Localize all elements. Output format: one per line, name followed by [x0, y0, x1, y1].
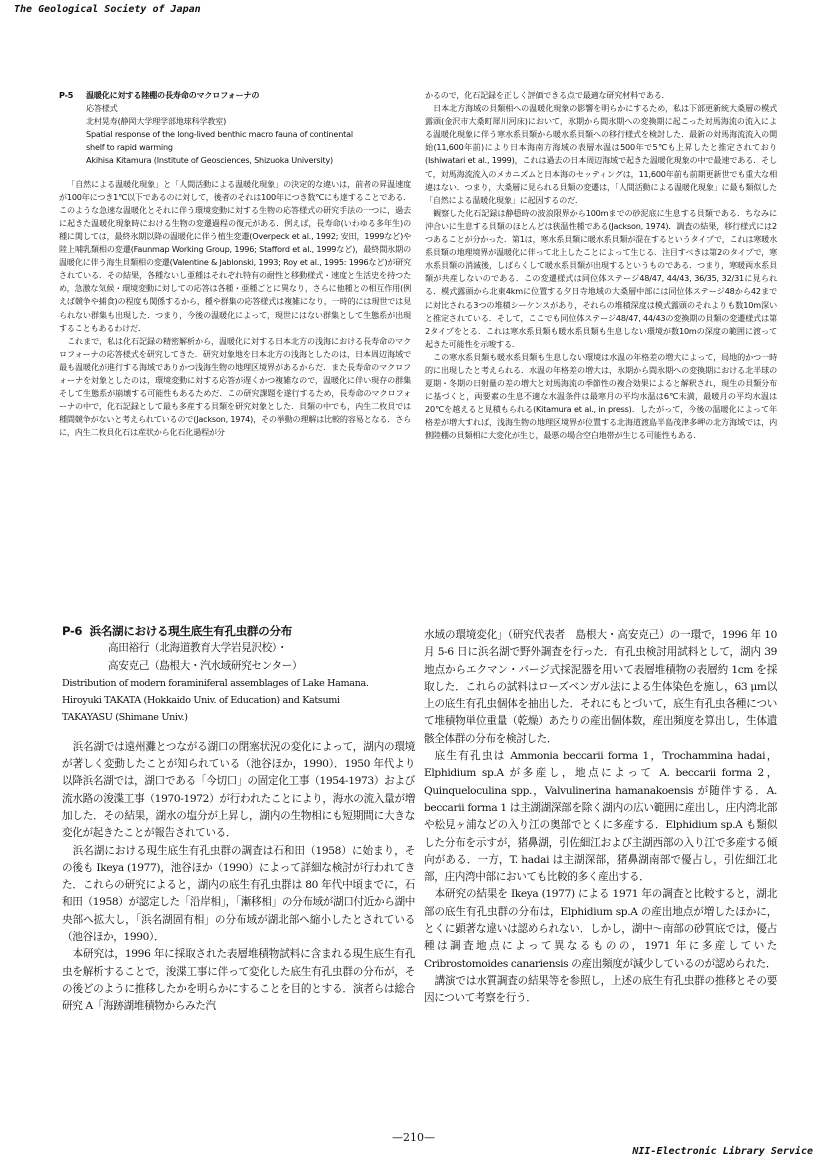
p5-paragraph: 日本北方海域の貝類相への温暖化現象の影響を明らかにするため，私は下部更新統大桑層の模式露頭(金沢市大桑町犀川河床)において，氷期から間氷期への変換期に起こった対馬海流の流入による温暖化現象に伴う寒水系貝類から暖水系貝類への移行様式を検討した．最新の対馬海流流入の開始(11,600年前)により日本海南方海域の表層水温は500年で5℃も上昇したと推定されており(Ishiwatari et al., 1999)，これは過去の日本周辺海域で起きた温暖化現象の中で最速である．そして，対馬海流流入のメカニズムと日本海のセッティングは，11,600年前も前期更新世でも重大な相違はない．つまり，大桑層に見られる貝類の変遷は，「人間活動による温暖化現象」に最も類似した「自然による温暖化現象」に起因するのだ． [425, 103, 777, 205]
p6-paragraph: 講演では水質調査の結果等を参照し，上述の底生有孔虫群の推移とその要因について考察を行う． [424, 974, 777, 1005]
p5-author-en: Akihisa Kitamura (Institute of Geosciences, Shizuoka University) [86, 155, 334, 166]
p5-title-en-line1: Spatial response of the long-lived benthic macro fauna of continental [86, 129, 353, 140]
p6-paragraph: 底生有孔虫は Ammonia beccarii forma 1，Trochammina hadai，Elphidium sp.A が多産し，地点によって A. beccarii forma 2，Quinqueloculina spp.，Valvulinerina hamanakoensis が随伴する．A. beccarii forma 1 は主湖湖深部を除く湖内の広い範囲に産出し，庄内湾北部や松見ヶ浦などの入り江の奥部でとくに多産する．Elphidium sp.A も類似した分布を示すが，猪鼻湖，引佐細江および主湖西部の入り江で多産する傾向がある．一方，T. hadai は主湖深部，猪鼻湖南部で優占し，引佐細江北部，庄内湾中部においても比較的多く産出する． [424, 750, 777, 884]
p6-paragraph: 本研究の結果を Ikeya (1977) による 1971 年の調査と比較すると，湖北部の底生有孔虫群の分布は，Elphidium sp.A の産出地点が増したほかに，とくに顕著な違いは認められない．しかし，湖中～南部の砂質底では，優占種は調査地点によって異なるものの，1971 年に多産していた Cribrostomoides canariensis の産出頻度が減少しているのが認められた． [424, 888, 777, 970]
p5-title-line2: 応答様式 [86, 103, 118, 114]
p6-number: P-6 [62, 624, 83, 638]
p5-title-en-line2: shelf to rapid warming [86, 142, 173, 153]
p5-paragraph: これまで，私は化石記録の精密解析から，温暖化に対する日本北方の浅海における長寿命のマクロフォーナの応答様式を研究してきた．研究対象地を日本北方の浅海としたのは，日本周辺海域で最も温暖化が進行する海域でありかつ浅海生物の地理区境界があるからだ．また長寿命のマクロフォーナを対象としたのは，環境変動に対する応答が遅くかつ複雑なので，温暖化に伴い現存の群集そして生態系が崩壊する可能性もあるためだ．この研究課題を遂行するため，長寿命のマクロフォーナの中で，化石記録として最も多産する貝類を研究対象とした．貝類の中でも，内生二枚貝では種間競争がないと考えられているので(Jackson, 1974)，その挙動の理解は比較的容易となる．さらに，内生二枚貝化石は産状から化石化過程が分 [59, 335, 411, 438]
p6-right-column [424, 627, 777, 1103]
p6-paragraph: 本研究は，1996 年に採取された表層堆積物試料に含まれる現生底生有孔虫を解析することで，浚渫工事に伴って変化した底生有孔虫群の分布が，その後どのように推移したかを明らかにすることを目的とする．演者らは総合研究 A「海跡湖堆積物からみた汽 [62, 948, 415, 1013]
p6-left-column [62, 623, 415, 1103]
p5-right-column [425, 89, 777, 591]
p5-title [59, 89, 411, 102]
page-number: —210— [392, 1131, 435, 1144]
p6-paragraph: 浜名湖では遠州灘とつながる湖口の閉塞状況の変化によって，湖内の環境が著しく変動したことが知られている（池谷ほか，1990）．1950 年代より以降浜名湖では，湖口である「今切口」の固定化工事（1954-1973）および流水路の浚渫工事（1970-1972）が行われたことにより，海水の流入量が増加した．その結果，湖水の塩分が上昇し，湖内の生物相にも短期間に大きな変化が起きたことが報告されている． [62, 740, 415, 840]
p5-number: P-5 [59, 90, 74, 100]
p6-authors-en-line2: TAKAYASU (Shimane Univ.) [62, 712, 188, 724]
p6-author-ja-line2: 高安克己（島根大・汽水域研究センター） [108, 659, 303, 672]
p5-paragraph: 「自然による温暖化現象」と「人間活動による温暖化現象」の決定的な違いは，前者の昇温速度が100年につき1℃以下であるのに対して，後者のそれは100年につき数℃にも達することである．このような急速な温暖化とそれに伴う環境変動に対する生物の応答様式の研究手法の一つに，過去に起きた温暖化現象時における生物の変遷過程の復元がある．例えば，長寿命(いわゆる多年生)の種に関しては，最終氷期以降の温暖化に伴う植生変遷(Overpeck et al., 1992; 安田，1999など)や陸上哺乳類相の変遷(Faunmap Working Group, 1996; Stafford et al., 1999など)，最終間氷期の温暖化に伴う海生貝類相の変遷(Valentine & Jablonski, 1993; Roy et al., 1995: 1996など)が研究されている．その結果，各種ないし亜種はそれぞれ特有の耐性と移動様式・速度と生活史を持つため，急激な気候・環境変動に対しての応答は各種・亜種ごとに異なり，さらに他種との相互作用(例えば競争や捕食)の程度も関係するから，種や群集の応答様式は複雑になり，一時的には現世では見られない群集も出現した．つまり，今後の温暖化によって，現世にはない群集として生態系が出現することもあるわけだ． [59, 178, 411, 333]
library-footer: NII-Electronic Library Service [632, 1146, 813, 1157]
p5-author-ja: 北村晃寿(静岡大学理学部地球科学教室) [86, 116, 227, 127]
p6-title [62, 623, 415, 640]
p5-paragraph: 観察した化石記録は静穏時の波浪限界から100mまでの砂泥底に生息する貝類である．ちなみに沖合いに生息する貝類のほとんどは狭温性種である(Jackson, 1974)．調査の結果，移行様式には2つあることが分かった．第1は，寒水系貝類に暖水系貝類が混在するというタイプで，これは寒暖水系貝類の地理境界が温暖化に伴って北上したことによって生じる．注目すべきは第2のタイプで，寒水系貝類の消滅後，しばらくして暖水系貝類が出現するというものである．つまり，寒暖両水系貝類が共産しないのである．この変遷様式は同位体ステージ48/47, 44/43, 36/35, 32/31に見られる．模式露頭から北東4kmに位置する夕日寺地域の大桑層中部には同位体ステージ48から42までに対比される3つの堆積シーケンスがあり，それらの堆積深度は模式露頭のそれよりも数10m深いと推定されている．そして，ここでも同位体ステージ48/47, 44/43の変換期の貝類の変遷様式は第2タイプをとる．これは寒水系貝類も暖水系貝類も生息しない環境が数10mの深度の範囲に渡って起きた可能性を示唆する． [425, 207, 777, 349]
p5-left-column [59, 89, 411, 591]
p5-paragraph: この寒水系貝類も暖水系貝類も生息しない環境は水温の年格差の増大によって，局地的かつ一時的に出現したと考えられる．水温の年格差の増大は，氷期から間氷期への変換期における北半球の夏期・冬期の日射量の差の増大と対馬海流の季節性の複合効果によると解釈され，現生の貝類分布に基づくと，両要素の生息不適な水温条件は最寒月の平均水温は6℃未満，最暖月の平均水温は20℃を越えると見積もられる(Kitamura et al., in press)．したがって，今後の温暖化によって年格差が増大すれば，浅海生物の地理区境界が位置する北海道渡島半島茂津多岬の北方海域では，内側陸棚の貝類相に大変化が生じ，最悪の場合空白地帯が生じる可能性もある． [425, 351, 777, 441]
p6-author-ja-line1: 高田裕行（北海道教育大学岩見沢校）・ [108, 642, 288, 655]
p6-title-text: 浜名湖における現生底生有孔虫群の分布 [89, 624, 292, 638]
p6-paragraph: 浜名湖における現生底生有孔虫群の調査は石和田（1958）に始まり，その後も Ikeya (1977)，池谷ほか（1990）によって詳細な検討が行われてきた．これらの研究によると，湖内の底生有孔虫群は 80 年代中頃までに，石和田（1958）が認定した「沿岸相」，「漸移相」の分布域が湖口付近から湖中央部へ拡大し，「浜名湖固有相」の分布域が湖北部へ縮小したとされている（池谷ほか，1990）． [62, 844, 415, 944]
p5-title-line1: 温暖化に対する陸棚の長寿命のマクロフォーナの [86, 90, 260, 100]
p5-paragraph: かるので，化石記録を正しく評価できる点で最適な研究材料である． [425, 90, 670, 100]
p6-authors-en-line1: Hiroyuki TAKATA (Hokkaido Univ. of Education) and Katsumi [62, 695, 340, 707]
journal-header: The Geological Society of Japan [14, 4, 201, 15]
p6-title-en: Distribution of modern foraminiferal assemblages of Lake Hamana. [62, 677, 369, 689]
p6-paragraph: 水域の環境変化」（研究代表者 島根大・高安克己）の一環で，1996 年 10 月 5-6 日に浜名湖で野外調査を行った．有孔虫検討用試料として，湖内 39 地点からエクマン・バージ式採泥器を用いて表層堆積物の表層約 1cm を採取した．これらの試料はローズベンガル法による生体染色を施し，63 μm以上の底生有孔虫個体を抽出した．それにもとづいて，底生有孔虫各種について堆積物単位重量（乾燥）あたりの産出個体数，産出頻度を算出し，生体遺骸全体群の分布を検討した． [424, 629, 777, 745]
